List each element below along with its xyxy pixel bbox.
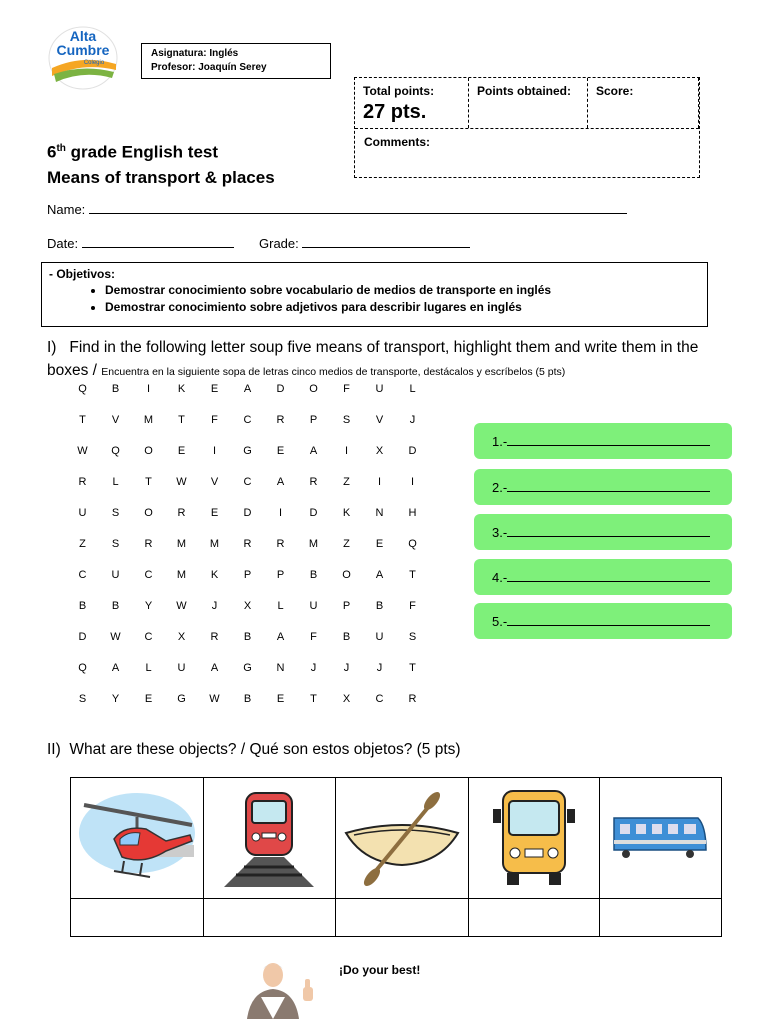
soup-letter[interactable]: P [243,569,252,581]
soup-letter[interactable]: X [177,631,186,643]
soup-letter[interactable]: C [243,414,252,426]
answer-cell[interactable] [203,899,335,937]
helicopter-icon [74,781,200,891]
soup-letter[interactable]: E [375,538,384,550]
soup-letter[interactable]: T [409,569,416,581]
soup-letter[interactable]: R [276,538,285,550]
answer-box-4[interactable] [474,559,732,595]
logo-line3: Colegio [83,60,105,66]
soup-letter[interactable]: L [277,600,284,612]
soup-letter[interactable]: A [243,383,252,395]
soup-letter[interactable]: W [77,445,88,457]
soup-letter[interactable]: A [276,476,285,488]
soup-letter[interactable]: D [78,631,87,643]
soup-letter[interactable]: E [210,507,219,519]
answer-line[interactable] [507,479,710,492]
soup-letter[interactable]: E [177,445,186,457]
soup-letter[interactable]: N [276,662,285,674]
thumbs-up-man-image [241,961,325,1019]
q1-text: Find in the following letter soup five means of transport, highlight them and write them in the boxes / [47,339,699,379]
soup-letter[interactable]: I [344,445,349,457]
soup-letter[interactable]: F [409,600,416,612]
soup-letter[interactable]: K [177,383,186,395]
soup-letter[interactable]: A [276,631,285,643]
soup-letter[interactable]: S [111,538,120,550]
answer-line[interactable] [507,613,710,626]
question-2 [47,741,461,759]
soup-letter[interactable]: L [112,476,119,488]
answer-label: 4.- [492,570,508,585]
soup-letter[interactable]: R [243,538,252,550]
soup-letter[interactable]: E [276,445,285,457]
soup-letter[interactable]: C [243,476,252,488]
train-front-icon [214,781,324,891]
soup-letter[interactable]: V [375,414,384,426]
soup-letter[interactable]: O [342,569,351,581]
teacher-label: Profesor: Joaquín Serey [151,62,267,73]
answer-label: 2.- [492,480,508,495]
school-logo [46,24,120,90]
soup-letter[interactable]: X [243,600,252,612]
date-label: Date: [47,236,79,251]
soup-letter[interactable]: R [309,476,318,488]
q1-number: I) [47,339,57,356]
object-cell [599,778,721,899]
soup-letter[interactable]: N [375,507,384,519]
soup-letter[interactable]: O [309,383,318,395]
answer-label: 5.- [492,614,508,629]
objectives-heading: - Objetivos: [49,267,116,281]
soup-letter[interactable]: L [145,662,152,674]
object-cell [203,778,335,899]
soup-letter[interactable]: X [342,693,351,705]
soup-letter[interactable]: J [376,662,383,674]
soup-letter[interactable]: U [375,631,384,643]
soup-letter[interactable]: E [276,693,285,705]
subject-label: Asignatura: Inglés [151,48,239,59]
soup-letter[interactable]: R [78,476,87,488]
soup-letter[interactable]: J [310,662,317,674]
soup-letter[interactable]: I [278,507,283,519]
total-points-cell [355,78,469,128]
answer-cell[interactable] [335,899,468,937]
total-points-label: Total points: [363,84,435,98]
soup-letter[interactable]: U [309,600,318,612]
soup-letter[interactable]: J [211,600,218,612]
answer-box-2[interactable] [474,469,732,505]
soup-letter[interactable]: B [243,693,252,705]
score-cell[interactable] [588,78,699,128]
soup-letter[interactable]: M [143,414,154,426]
soup-letter[interactable]: E [210,383,219,395]
soup-letter[interactable]: Q [111,445,120,457]
soup-letter[interactable]: B [375,600,384,612]
soup-letter[interactable]: D [408,445,417,457]
soup-letter[interactable]: S [342,414,351,426]
object-cell [335,778,468,899]
grade-field[interactable] [259,235,470,251]
soup-letter[interactable]: T [178,414,185,426]
soup-letter[interactable]: S [408,631,417,643]
soup-letter[interactable]: L [409,383,416,395]
soup-letter[interactable]: U [111,569,120,581]
do-your-best-text: ¡Do your best! [339,963,421,977]
soup-letter[interactable]: I [146,383,151,395]
soup-letter[interactable]: B [111,383,120,395]
score-table [354,77,700,178]
soup-letter[interactable]: T [79,414,86,426]
soup-letter[interactable]: F [310,631,317,643]
soup-letter[interactable]: Y [111,693,120,705]
soup-letter[interactable]: I [212,445,217,457]
bus-icon [479,781,589,891]
soup-letter[interactable]: J [343,662,350,674]
answer-cell[interactable] [599,899,721,937]
soup-letter[interactable]: W [110,631,121,643]
soup-letter[interactable]: K [210,569,219,581]
answer-cell[interactable] [469,899,599,937]
soup-letter[interactable]: G [177,693,186,705]
soup-letter[interactable]: C [375,693,384,705]
comments-cell[interactable] [355,128,699,177]
objective-item: • Demostrar conocimiento sobre vocabulario de medios de transporte en inglés [105,282,700,299]
soup-letter[interactable]: R [210,631,219,643]
answer-line[interactable] [507,433,710,446]
soup-letter[interactable]: B [111,600,120,612]
soup-letter[interactable]: Q [78,662,87,674]
soup-letter[interactable]: M [176,569,187,581]
soup-letter[interactable]: A [111,662,120,674]
soup-letter[interactable]: I [410,476,415,488]
object-cell [469,778,599,899]
answer-cell[interactable] [71,899,204,937]
soup-letter[interactable]: M [308,538,319,550]
soup-letter[interactable]: W [209,693,220,705]
objects-table [70,777,722,937]
soup-letter[interactable]: X [375,445,384,457]
score-label: Score: [596,84,634,98]
soup-letter[interactable]: I [377,476,382,488]
soup-letter[interactable]: P [342,600,351,612]
soup-letter[interactable]: R [276,414,285,426]
answer-box-3[interactable] [474,514,732,550]
soup-letter[interactable]: Z [79,538,86,550]
answer-box-5[interactable] [474,603,732,639]
soup-letter[interactable]: B [243,631,252,643]
soup-letter[interactable]: C [144,569,153,581]
passenger-train-icon [610,796,710,876]
object-cell [71,778,204,899]
soup-letter[interactable]: G [243,662,252,674]
soup-letter[interactable]: D [276,383,285,395]
soup-letter[interactable]: F [343,383,350,395]
canoe-icon [340,781,464,891]
total-points-value: 27 pts. [363,101,427,123]
soup-letter[interactable]: D [309,507,318,519]
soup-letter[interactable]: E [144,693,153,705]
answer-label: 1.- [492,434,508,449]
soup-letter[interactable]: F [211,414,218,426]
soup-letter[interactable]: U [78,507,87,519]
soup-letter[interactable]: S [78,693,87,705]
answer-label: 3.- [492,525,508,540]
grade-suffix: th [56,143,66,154]
soup-letter[interactable]: O [144,507,153,519]
name-label: Name: [47,202,86,217]
soup-letter[interactable]: Q [78,383,87,395]
question-1 [47,336,727,384]
logo-line2: Cumbre [56,42,110,58]
logo-line1: Alta [69,28,97,44]
name-field[interactable] [47,201,627,217]
grade-line[interactable] [302,235,470,248]
date-line[interactable] [82,235,234,248]
soup-letter[interactable]: B [342,631,351,643]
soup-letter[interactable]: P [309,414,318,426]
soup-letter[interactable]: C [78,569,87,581]
soup-letter[interactable]: R [408,693,417,705]
test-title [47,136,275,190]
objectives-box [41,262,708,327]
grade-label: Grade: [259,236,299,251]
soup-letter[interactable]: R [144,538,153,550]
title-line2: Means of transport & places [47,167,275,187]
soup-letter[interactable]: M [176,538,187,550]
soup-letter[interactable]: B [78,600,87,612]
name-line[interactable] [89,201,627,214]
soup-letter[interactable]: A [309,445,318,457]
soup-letter[interactable]: U [375,383,384,395]
soup-letter[interactable]: Y [144,600,153,612]
answer-box-1[interactable] [474,423,732,459]
soup-letter[interactable]: J [409,414,416,426]
soup-letter[interactable]: R [177,507,186,519]
grade-number: 6 [47,142,57,162]
subject-info-box [141,43,331,79]
soup-letter[interactable]: D [243,507,252,519]
q2-text: What are these objects? / Qué son estos objetos? (5 pts) [69,741,461,758]
soup-letter[interactable]: Z [343,476,350,488]
soup-letter[interactable]: B [309,569,318,581]
title-line1: grade English test [65,142,219,162]
soup-letter[interactable]: Z [343,538,350,550]
soup-letter[interactable]: O [144,445,153,457]
comments-label: Comments: [364,135,431,149]
soup-letter[interactable]: V [111,414,120,426]
soup-letter[interactable]: T [409,662,416,674]
soup-letter[interactable]: U [177,662,186,674]
soup-letter[interactable]: T [310,693,317,705]
answer-line[interactable] [507,569,710,582]
soup-letter[interactable]: V [210,476,219,488]
soup-letter[interactable]: A [375,569,384,581]
soup-letter[interactable]: M [209,538,220,550]
points-obtained-label: Points obtained: [477,84,571,98]
soup-letter[interactable]: A [210,662,219,674]
points-obtained-cell[interactable] [469,78,588,128]
soup-letter[interactable]: Q [408,538,417,550]
soup-letter[interactable]: S [111,507,120,519]
soup-letter[interactable]: T [145,476,152,488]
soup-letter[interactable]: H [408,507,417,519]
soup-letter[interactable]: K [342,507,351,519]
soup-letter[interactable]: W [176,600,187,612]
soup-letter[interactable]: P [276,569,285,581]
date-field[interactable] [47,235,234,251]
answer-line[interactable] [507,524,710,537]
q2-number: II) [47,741,61,758]
soup-letter[interactable]: W [176,476,187,488]
q1-spanish: Encuentra en la siguiente sopa de letras cinco medios de transporte, destácalos y escríbelos (5 pts) [101,366,566,378]
soup-letter[interactable]: G [243,445,252,457]
soup-letter[interactable]: C [144,631,153,643]
objective-item: • Demostrar conocimiento sobre adjetivos para describir lugares en inglés [105,299,700,316]
